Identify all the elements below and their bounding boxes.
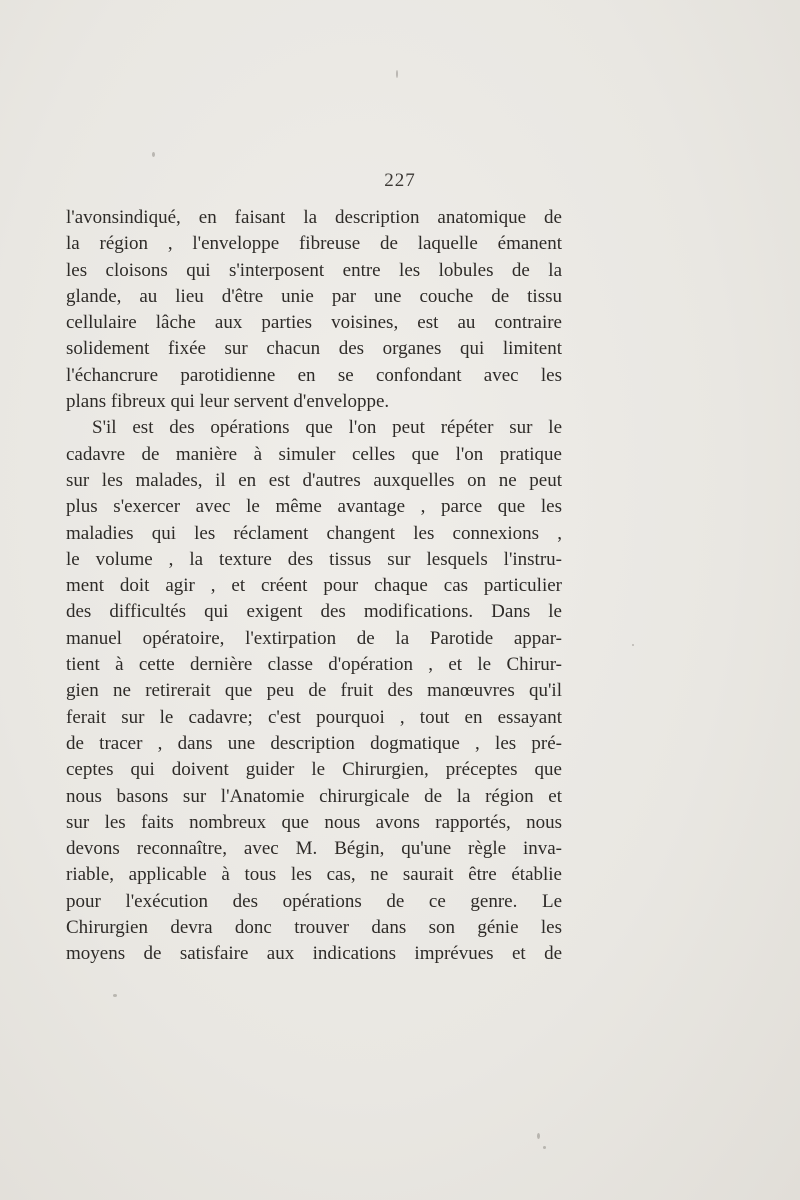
text-line: moyens de satisfaire aux indications imprévues et de (66, 943, 562, 965)
body-text (66, 205, 562, 968)
text-line: glande, au lieu d'être unie par une couche de tissu (66, 285, 562, 307)
paper-speck (537, 1133, 540, 1139)
text-line: sur les faits nombreux que nous avons rapportés, nous (66, 811, 562, 833)
text-line: S'il est des opérations que l'on peut répéter sur le (92, 417, 562, 439)
paper-speck (152, 152, 155, 157)
text-line: les cloisons qui s'interposent entre les lobules de la (66, 259, 562, 281)
paper-speck (396, 70, 398, 78)
paragraph (66, 205, 562, 415)
text-line: nous basons sur l'Anatomie chirurgicale de la région et (66, 785, 562, 807)
text-line: cellulaire lâche aux parties voisines, est au contraire (66, 312, 562, 334)
text-line: sur les malades, il en est d'autres auxquelles on ne peut (66, 469, 562, 491)
text-line: devons reconnaître, avec M. Bégin, qu'une règle inva- (66, 838, 562, 860)
text-line: la région , l'enveloppe fibreuse de laquelle émanent (66, 233, 562, 255)
text-line: l'échancrure parotidienne en se confondant avec les (66, 364, 562, 386)
text-line: l'avonsindiqué, en faisant la description anatomique de (66, 207, 562, 228)
paragraph (66, 415, 562, 967)
text-line: tient à cette dernière classe d'opération , et le Chirur- (66, 654, 562, 676)
paper-speck (113, 994, 117, 997)
paper-speck (632, 644, 634, 646)
text-line: plus s'exercer avec le même avantage , parce que les (66, 496, 562, 518)
text-line: gien ne retirerait que peu de fruit des manœuvres qu'il (66, 680, 562, 702)
text-line: de tracer , dans une description dogmatique , les pré- (66, 732, 562, 754)
text-line: manuel opératoire, l'extirpation de la Parotide appar- (66, 627, 562, 649)
text-line: maladies qui les réclament changent les connexions , (66, 522, 562, 544)
text-line: riable, applicable à tous les cas, ne saurait être établie (66, 864, 562, 886)
text-line: solidement fixée sur chacun des organes qui limitent (66, 338, 562, 360)
text-line: des difficultés qui exigent des modifications. Dans le (66, 601, 562, 623)
text-line: Chirurgien devra donc trouver dans son génie les (66, 917, 562, 939)
text-line: cadavre de manière à simuler celles que l'on pratique (66, 443, 562, 465)
text-line: plans fibreux qui leur servent d'enveloppe. (66, 391, 390, 413)
text-line: ceptes qui doivent guider le Chirurgien, préceptes que (66, 759, 562, 781)
page-number: 227 (384, 170, 416, 191)
text-line: ment doit agir , et créent pour chaque cas particulier (66, 575, 562, 597)
paper-speck (543, 1146, 546, 1149)
text-line: pour l'exécution des opérations de ce genre. Le (66, 890, 562, 912)
text-line: le volume , la texture des tissus sur lesquels l'instru- (66, 548, 562, 570)
text-line: ferait sur le cadavre; c'est pourquoi , tout en essayant (66, 706, 562, 728)
